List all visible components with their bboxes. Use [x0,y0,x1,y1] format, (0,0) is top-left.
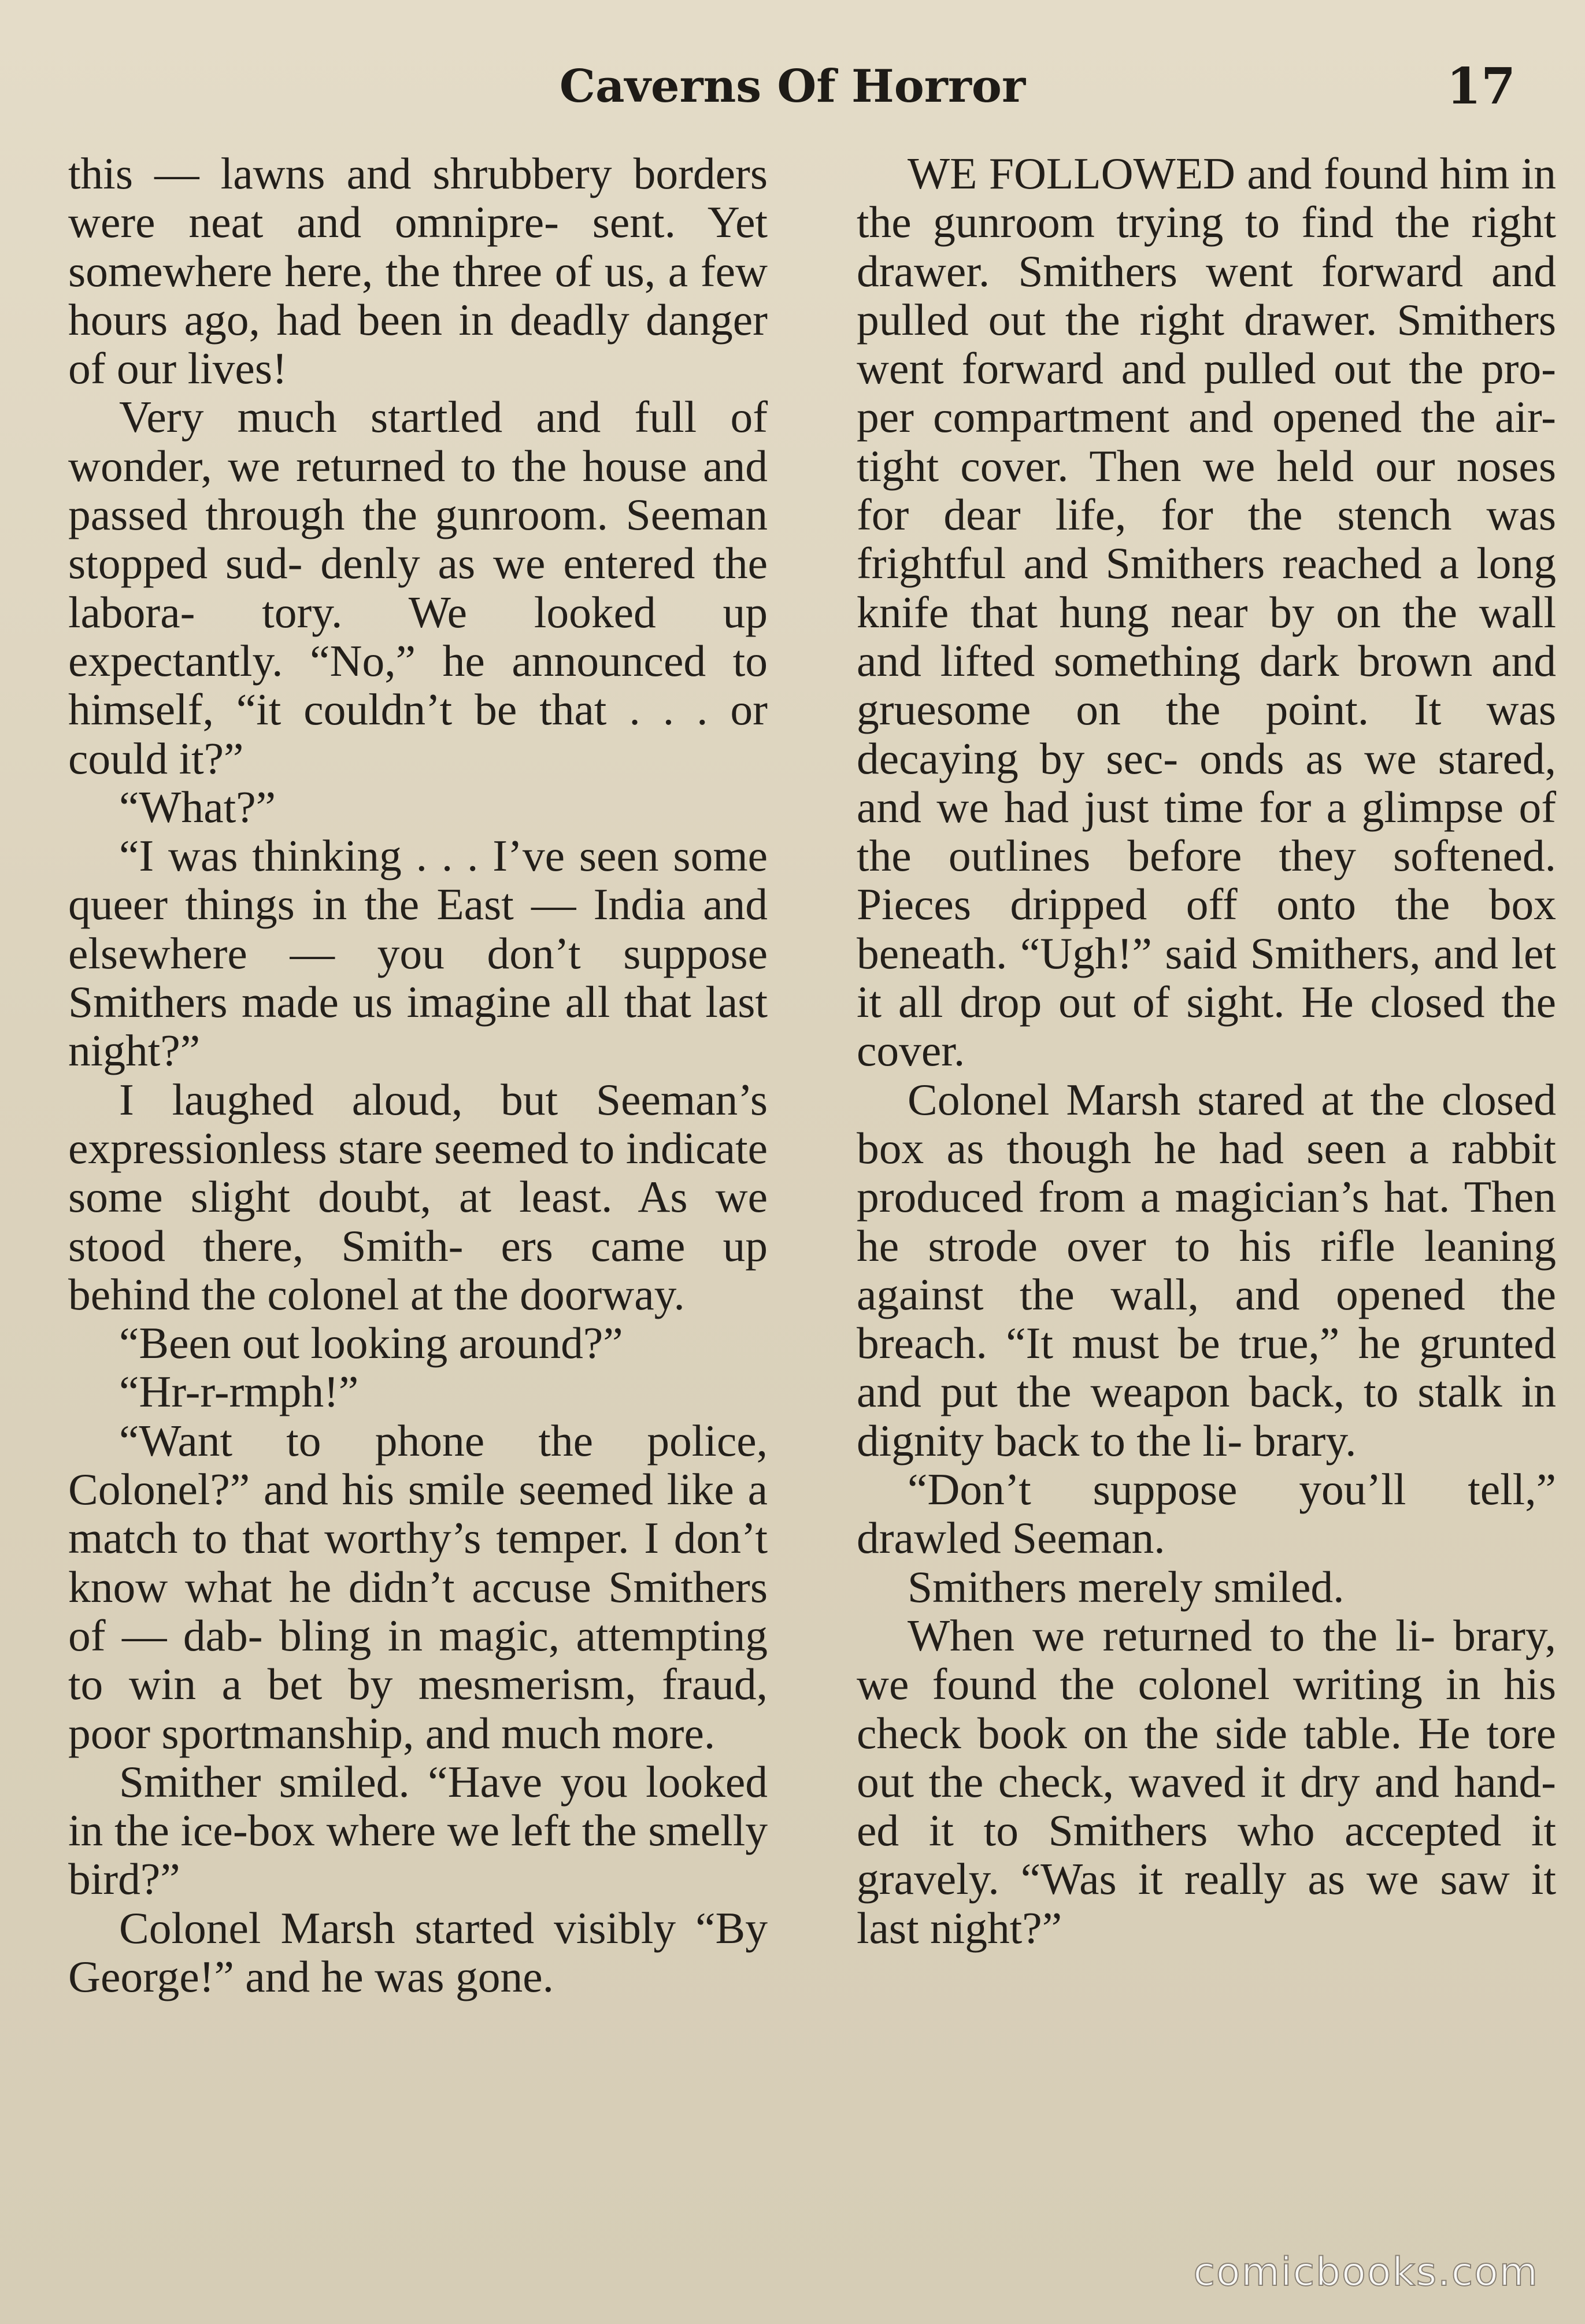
paragraph: “I was thinking . . . I’ve seen some queer things in the East — India and elsewhere — you don’t suppose Smithers made us imagine all that last night?” [68,831,768,1076]
paragraph: Colonel Marsh started visibly “By George!” and he was gone. [68,1903,768,2001]
paragraph: When we returned to the li- brary, we found the colonel writing in his check book on the side table. He tore out the check, waved it dry and hand- ed it to Smithers who accepted it gravely. “Was it really as we saw it last night?” [857,1610,1556,1953]
page-header [69,55,1516,119]
watermark: comicbooks.com [1193,2249,1539,2295]
paragraph: “Hr-r-rmph!” [119,1367,359,1417]
paragraph: Smither smiled. “Have you looked in the ice-box where we left the smelly bird?” [68,1756,768,1904]
page-number: 17 [1446,57,1516,116]
paragraph: Very much startled and full of wonder, we returned to the house and passed through the gunroom. Seeman stopped sud- denly as we entered the labora- tory. We looked up expectantly. “No,” he announced to himself, “it couldn’t be that . . . or could it?” [68,392,768,783]
running-title: Caverns Of Horror [559,60,1026,113]
right-column [857,149,1556,1952]
paragraph: WE FOLLOWED and found him in the gunroom trying to find the right drawer. Smithers went forward and pulled out the right drawer. Smithers went forward and pulled out the pro- per compartment and opened the air-tight cover. Then we held our noses for dear life, for the stench was frightful and Smithers reached a long knife that hung near by on the wall and lifted something dark brown and gruesome on the point. It was decaying by sec- onds as we stared, and we had just time for a glimpse of the outlines before they softened. Pieces dripped off onto the box beneath. “Ugh!” said Smithers, and let it all drop out of sight. He closed the cover. [857,149,1556,1076]
paragraph: I laughed aloud, but Seeman’s expressionless stare seemed to indicate some slight doubt, at least. As we stood there, Smith- ers came up behind the colonel at the doorway. [68,1074,768,1319]
paragraph: Colonel Marsh stared at the closed box as though he had seen a rabbit produced from a magician’s hat. Then he strode over to his rifle leaning against the wall, and opened the breach. “It must be true,” he grunted and put the weapon back, to stalk in dignity back to the li- brary. [857,1074,1556,1466]
paragraph: “Don’t suppose you’ll tell,” drawled Seeman. [857,1464,1556,1563]
paragraph: “Want to phone the police, Colonel?” and his smile seemed like a match to that worthy’s temper. I don’t know what he didn’t accuse Smithers of — dab- bling in magic, attempting to win a bet by mesmerism, fraud, poor sportmanship, and much more. [68,1415,768,1758]
paragraph: “What?” [119,782,276,832]
left-column [68,149,768,2001]
paragraph: Smithers merely smiled. [908,1561,1345,1612]
paragraph: this — lawns and shrubbery borders were neat and omnipre- sent. Yet somewhere here, the three of us, a few hours ago, had been in deadly danger of our lives! [68,149,768,394]
paragraph: “Been out looking around?” [119,1318,623,1368]
